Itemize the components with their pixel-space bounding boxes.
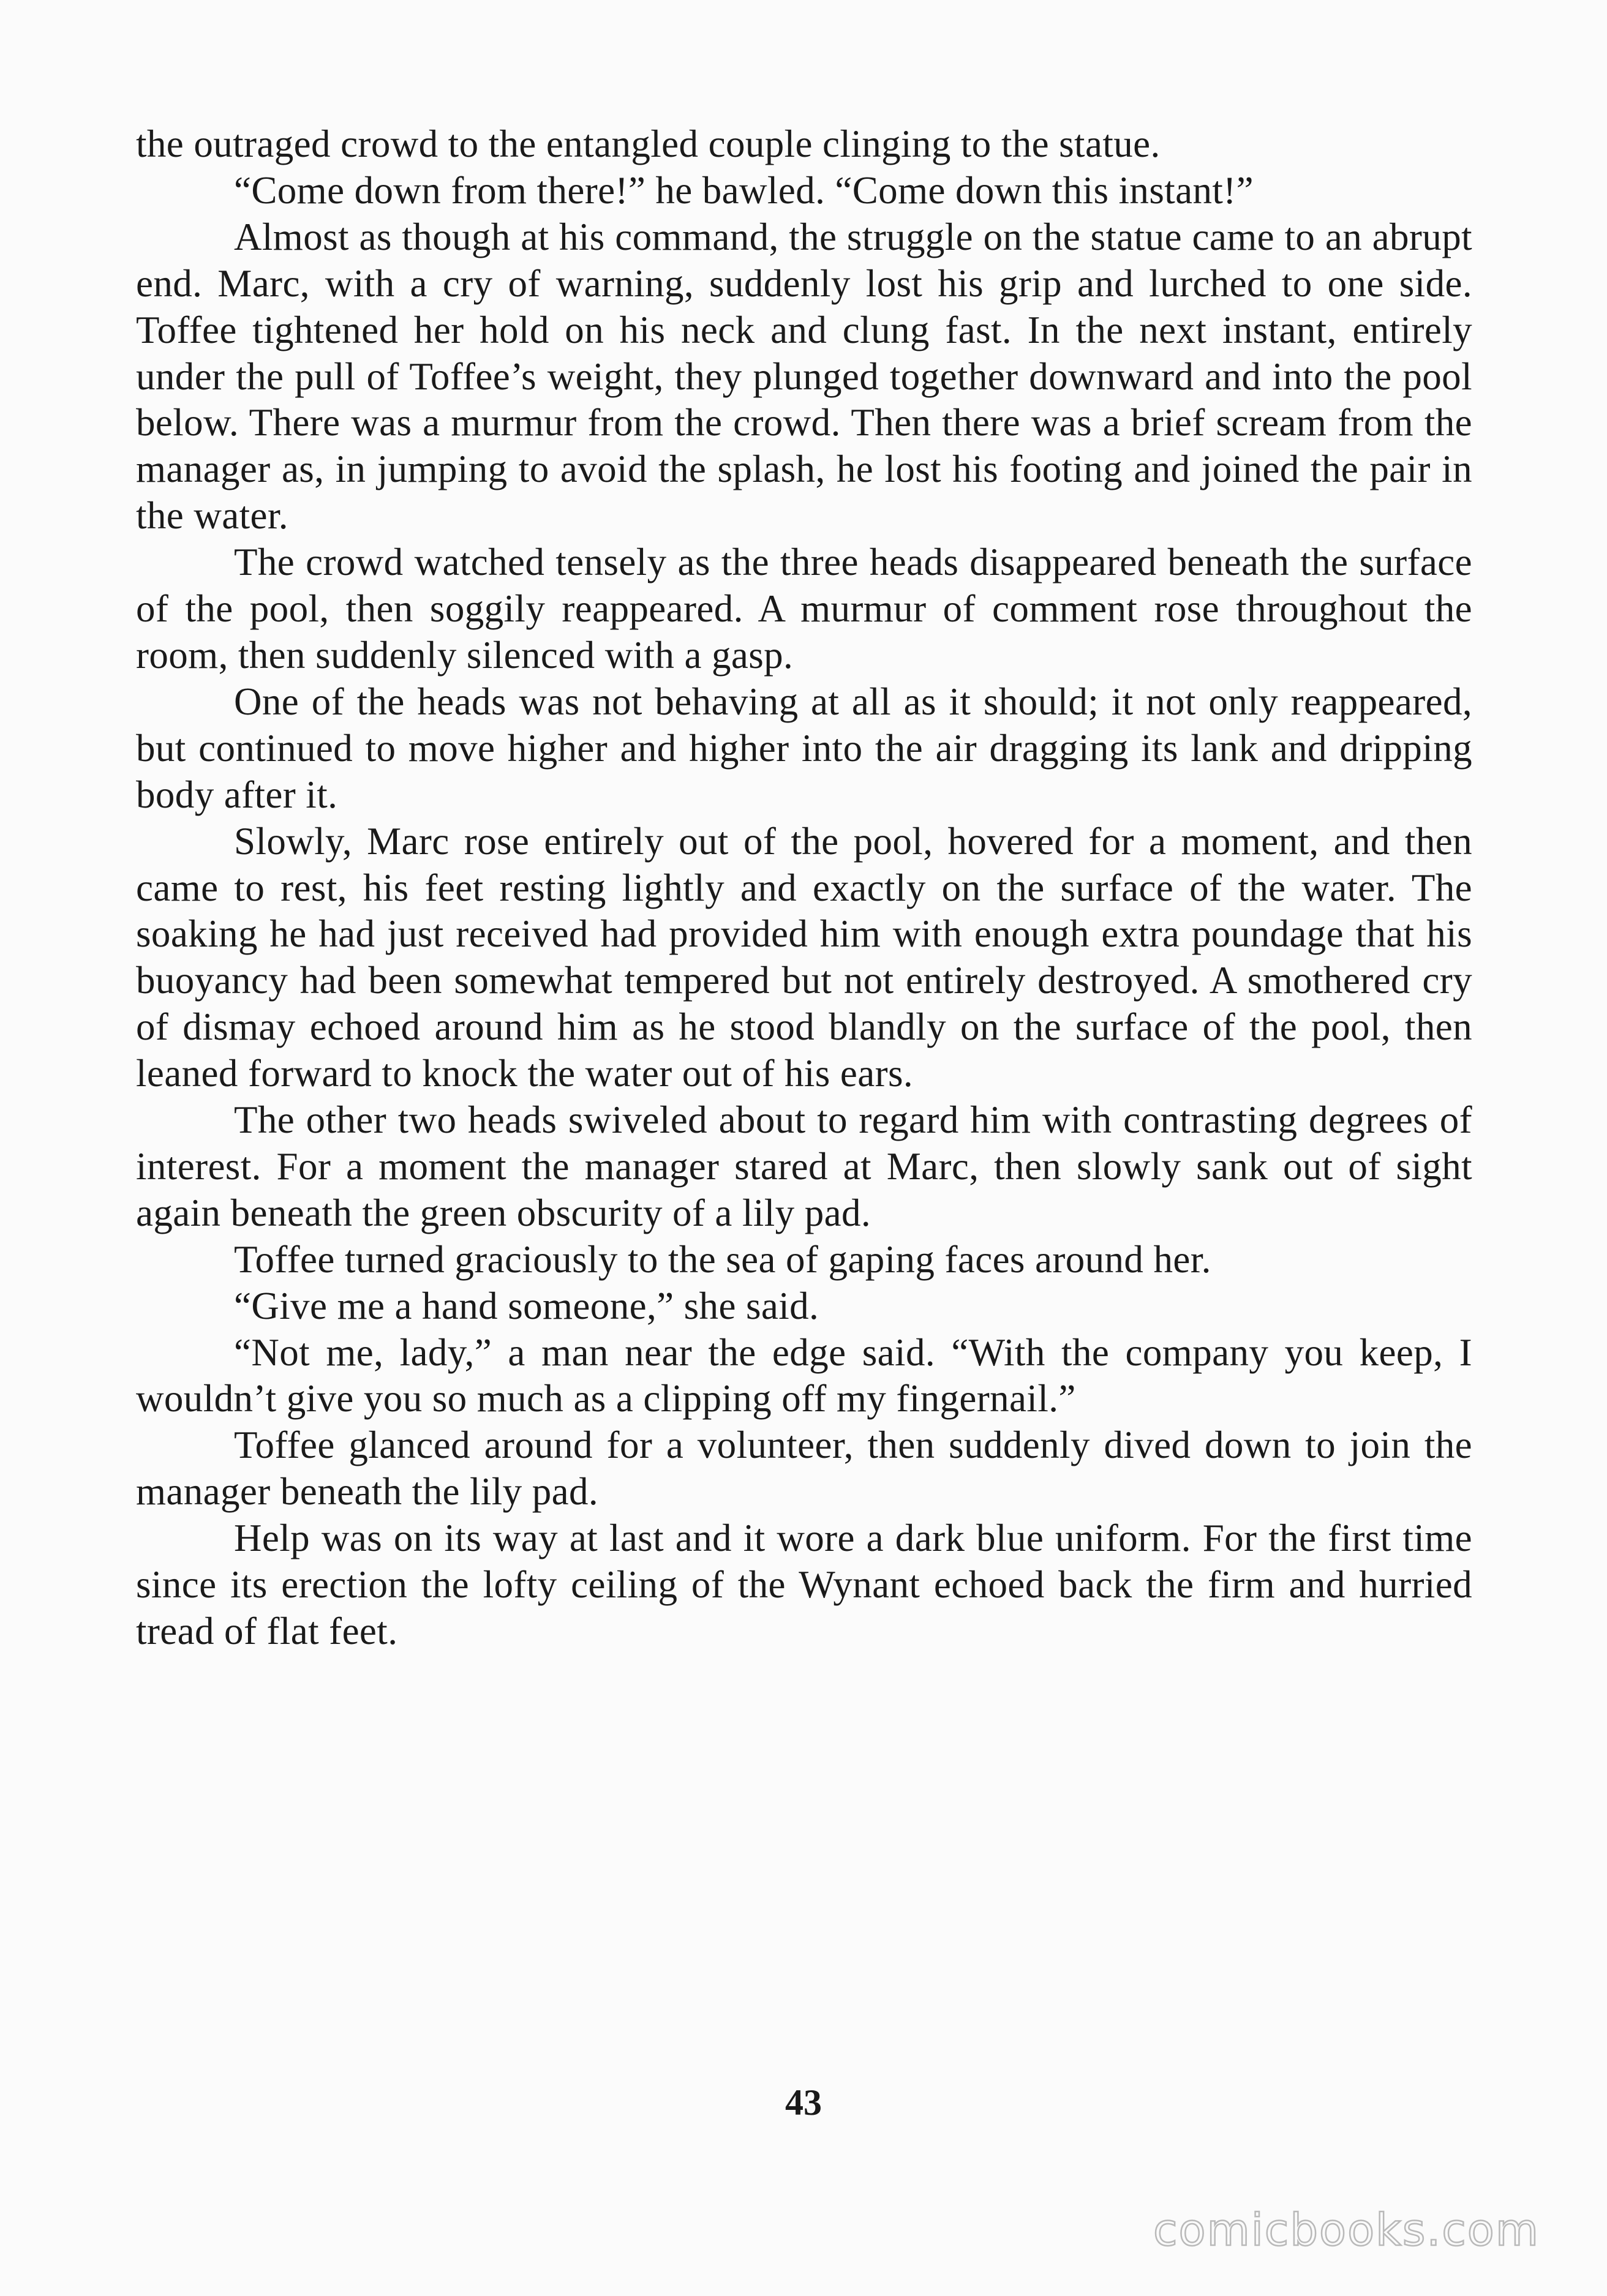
page-number: 43 — [785, 2082, 822, 2123]
paragraph-2: “Come down from there!” he bawled. “Come down this instant!” — [234, 168, 1254, 212]
paragraph-10: “Not me, lady,” a man near the edge said. “With the company you keep, I wouldn’t give you so much as a clipping off my fingernail.” — [136, 1330, 1472, 1420]
paragraph-9: “Give me a hand someone,” she said. — [234, 1284, 819, 1327]
paragraph-11: Toffee glanced around for a volunteer, then suddenly dived down to join the manager beneath the lily pad. — [136, 1424, 1472, 1514]
watermark-logo: comicbooks.com — [1153, 2204, 1540, 2256]
paragraph-3: Almost as though at his command, the struggle on the statue came to an abrupt end. Marc, with a cry of warning, suddenly lost his grip and lurched to one side. Toffee tightened her hold on his neck and clung fast. In the next instant, entirely under the pull of Toffee’s weight, they plunged together downward and into the pool below. There was a murmur from the crowd. Then there was a brief scream from the manager as, in jumping to avoid the splash, he lost his footing and joined the pair in the water. — [136, 215, 1472, 538]
body-text — [136, 121, 1472, 1655]
paragraph-12: Help was on its way at last and it wore a dark blue uniform. For the first time since its erection the lofty ceiling of the Wynant echoed back the firm and hurried tread of flat feet. — [136, 1517, 1472, 1653]
paragraph-1: the outraged crowd to the entangled couple clinging to the statue. — [136, 122, 1161, 165]
paragraph-8: Toffee turned graciously to the sea of gaping faces around her. — [234, 1237, 1211, 1281]
paragraph-4: The crowd watched tensely as the three heads disappeared beneath the surface of the pool, then soggily reappeared. A murmur of comment rose throughout the room, then suddenly silenced with a gasp. — [136, 541, 1472, 677]
paragraph-5: One of the heads was not behaving at all as it should; it not only reappeared, but continued to move higher and higher into the air dragging its lank and dripping body after it. — [136, 680, 1472, 816]
paragraph-7: The other two heads swiveled about to regard him with contrasting degrees of interest. For a moment the manager stared at Marc, then slowly sank out of sight again beneath the green obscurity of a lily pad. — [136, 1098, 1472, 1234]
paragraph-6: Slowly, Marc rose entirely out of the pool, hovered for a moment, and then came to rest, his feet resting lightly and exactly on the surface of the water. The soaking he had just received had provided him with enough extra poundage that his buoyancy had been somewhat tempered but not entirely destroyed. A smothered cry of dismay echoed around him as he stood blandly on the surface of the pool, then leaned forward to knock the water out of his ears. — [136, 819, 1472, 1095]
